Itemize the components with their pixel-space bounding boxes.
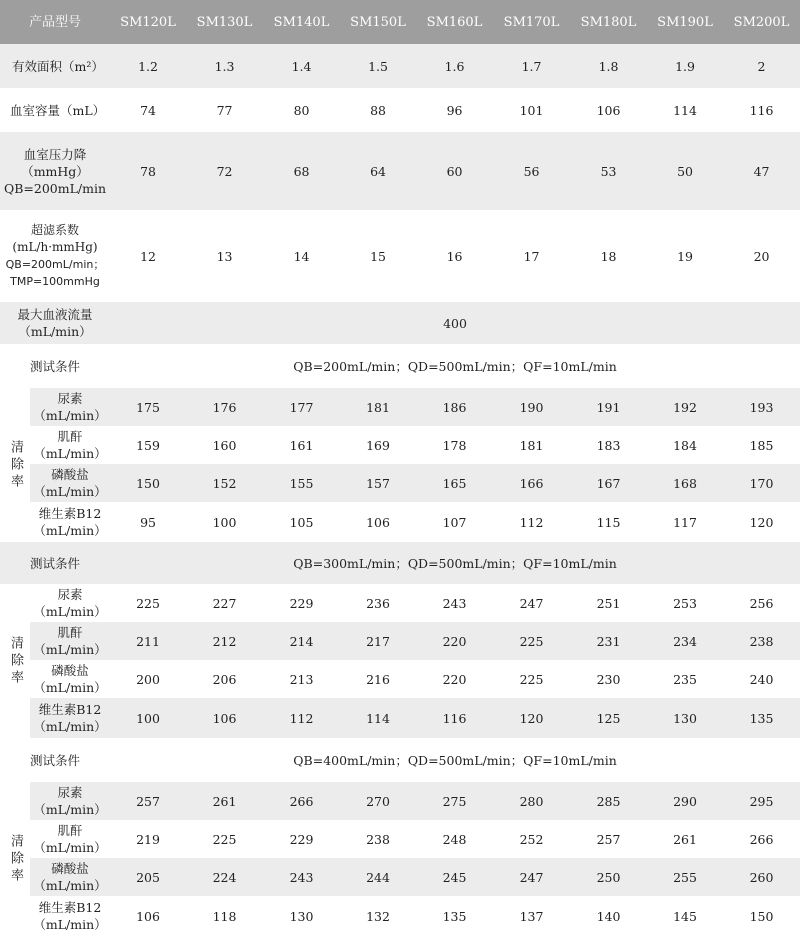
spec-label-line: QB=200mL/min (3, 180, 107, 196)
table-cell: 1.2 (110, 44, 186, 88)
spec-row-volume (0, 88, 800, 132)
table-cell: 165 (416, 464, 493, 502)
table-cell: 225 (493, 660, 570, 698)
table-cell: 120 (723, 502, 800, 542)
table-cell: 266 (263, 782, 340, 820)
table-cell: 72 (186, 132, 263, 210)
table-cell: 1.6 (416, 44, 493, 88)
table-cell: 183 (570, 426, 647, 464)
table-cell: 181 (340, 388, 416, 426)
table-cell: 88 (340, 88, 416, 132)
model-header: SM170L (493, 0, 570, 44)
table-cell: 1.7 (493, 44, 570, 88)
table-cell: 295 (723, 782, 800, 820)
table-cell: 225 (493, 622, 570, 660)
table-cell: 150 (110, 464, 186, 502)
clearance-row (0, 502, 800, 542)
table-cell: 74 (110, 88, 186, 132)
substance-label (30, 896, 110, 936)
table-cell: 116 (723, 88, 800, 132)
condition-row (0, 542, 800, 584)
substance-unit: （mL/min） (33, 523, 107, 538)
max-flow-label (0, 302, 110, 344)
substance-unit: （mL/min） (33, 604, 107, 619)
spec-label-line: 血室容量（mL） (10, 102, 106, 118)
table-cell: 106 (186, 698, 263, 738)
table-cell: 1.8 (570, 44, 647, 88)
table-cell: 184 (647, 426, 723, 464)
table-cell: 238 (723, 622, 800, 660)
table-cell: 56 (493, 132, 570, 210)
table-cell: 220 (416, 660, 493, 698)
table-cell: 255 (647, 858, 723, 896)
model-header: SM200L (723, 0, 800, 44)
substance-label (30, 660, 110, 698)
table-cell: 80 (263, 88, 340, 132)
substance-unit: （mL/min） (33, 680, 107, 695)
table-cell: 205 (110, 858, 186, 896)
substance-label (30, 622, 110, 660)
substance-unit: （mL/min） (33, 840, 107, 855)
table-cell: 234 (647, 622, 723, 660)
table-cell: 100 (110, 698, 186, 738)
table-cell: 120 (493, 698, 570, 738)
table-cell: 206 (186, 660, 263, 698)
spec-label (0, 44, 110, 88)
substance-label (30, 698, 110, 738)
table-cell: 15 (340, 210, 416, 302)
table-cell: 137 (493, 896, 570, 936)
table-cell: 191 (570, 388, 647, 426)
table-cell: 1.4 (263, 44, 340, 88)
spec-row-ultrafiltration (0, 210, 800, 302)
condition-label: 测试条件 (0, 542, 110, 584)
table-cell: 20 (723, 210, 800, 302)
table-cell: 135 (416, 896, 493, 936)
clearance-row (0, 896, 800, 936)
table-cell: 200 (110, 660, 186, 698)
table-cell: 236 (340, 584, 416, 622)
table-cell: 229 (263, 584, 340, 622)
table-cell: 190 (493, 388, 570, 426)
table-cell: 177 (263, 388, 340, 426)
table-cell: 243 (263, 858, 340, 896)
header-title: 产品型号 (0, 0, 110, 44)
substance-label (30, 426, 110, 464)
substance-name: 维生素B12 (38, 506, 102, 521)
substance-label (30, 820, 110, 858)
table-cell: 96 (416, 88, 493, 132)
condition-text: QB=400mL/min；QD=500mL/min；QF=10mL/min (110, 738, 800, 782)
table-cell: 213 (263, 660, 340, 698)
substance-label (30, 502, 110, 542)
substance-name: 尿素 (57, 587, 83, 602)
model-header: SM140L (263, 0, 340, 44)
table-cell: 270 (340, 782, 416, 820)
condition-label: 测试条件 (0, 344, 110, 388)
table-cell: 251 (570, 584, 647, 622)
table-cell: 230 (570, 660, 647, 698)
substance-name: 肌酐 (57, 429, 83, 444)
table-cell: 248 (416, 820, 493, 858)
substance-label (30, 782, 110, 820)
table-cell: 235 (647, 660, 723, 698)
spec-label-line: （mmHg） (21, 163, 89, 179)
table-cell: 175 (110, 388, 186, 426)
table-cell: 161 (263, 426, 340, 464)
table-cell: 2 (723, 44, 800, 88)
substance-unit: （mL/min） (33, 802, 107, 817)
model-header: SM150L (340, 0, 416, 44)
table-cell: 247 (493, 858, 570, 896)
table-cell: 167 (570, 464, 647, 502)
table-cell: 185 (723, 426, 800, 464)
clearance-row (0, 698, 800, 738)
substance-name: 尿素 (57, 391, 83, 406)
substance-unit: （mL/min） (33, 642, 107, 657)
substance-unit: （mL/min） (33, 408, 107, 423)
table-cell: 95 (110, 502, 186, 542)
substance-unit: （mL/min） (33, 917, 107, 932)
table-cell: 159 (110, 426, 186, 464)
table-cell: 243 (416, 584, 493, 622)
table-cell: 212 (186, 622, 263, 660)
table-cell: 1.3 (186, 44, 263, 88)
substance-name: 维生素B12 (38, 900, 102, 915)
table-cell: 107 (416, 502, 493, 542)
table-header-row (0, 0, 800, 44)
clearance-row (0, 584, 800, 622)
substance-name: 磷酸盐 (51, 861, 89, 876)
table-cell: 132 (340, 896, 416, 936)
table-cell: 227 (186, 584, 263, 622)
substance-unit: （mL/min） (33, 446, 107, 461)
spec-label (0, 88, 110, 132)
table-cell: 16 (416, 210, 493, 302)
table-cell: 224 (186, 858, 263, 896)
condition-row (0, 344, 800, 388)
substance-label (30, 858, 110, 896)
clearance-row (0, 660, 800, 698)
table-cell: 252 (493, 820, 570, 858)
table-cell: 125 (570, 698, 647, 738)
spec-label (0, 210, 110, 302)
table-cell: 266 (723, 820, 800, 858)
table-cell: 250 (570, 858, 647, 896)
substance-name: 肌酐 (57, 823, 83, 838)
clearance-group-label: 清除率 (0, 782, 30, 936)
clearance-row (0, 858, 800, 896)
substance-unit: （mL/min） (33, 878, 107, 893)
spec-label-line: （mL/min） (18, 324, 92, 339)
table-cell: 186 (416, 388, 493, 426)
table-cell: 130 (647, 698, 723, 738)
table-cell: 135 (723, 698, 800, 738)
clearance-row (0, 782, 800, 820)
spec-label-line: 有效面积（m²） (12, 58, 104, 74)
table-cell: 112 (263, 698, 340, 738)
table-cell: 19 (647, 210, 723, 302)
table-cell: 152 (186, 464, 263, 502)
table-cell: 60 (416, 132, 493, 210)
table-cell: 106 (570, 88, 647, 132)
table-cell: 257 (110, 782, 186, 820)
table-cell: 231 (570, 622, 647, 660)
table-cell: 1.5 (340, 44, 416, 88)
table-cell: 106 (110, 896, 186, 936)
table-cell: 260 (723, 858, 800, 896)
substance-label (30, 388, 110, 426)
model-header: SM130L (186, 0, 263, 44)
clearance-row (0, 820, 800, 858)
table-cell: 217 (340, 622, 416, 660)
table-cell: 220 (416, 622, 493, 660)
table-cell: 1.9 (647, 44, 723, 88)
table-cell: 176 (186, 388, 263, 426)
table-cell: 247 (493, 584, 570, 622)
table-cell: 100 (186, 502, 263, 542)
table-cell: 50 (647, 132, 723, 210)
substance-unit: （mL/min） (33, 719, 107, 734)
table-cell: 193 (723, 388, 800, 426)
clearance-row (0, 388, 800, 426)
table-cell: 225 (110, 584, 186, 622)
max-flow-value: 400 (110, 302, 800, 344)
model-header: SM180L (570, 0, 647, 44)
spec-row-area (0, 44, 800, 88)
substance-name: 维生素B12 (38, 702, 102, 717)
table-cell: 290 (647, 782, 723, 820)
substance-unit: （mL/min） (33, 484, 107, 499)
table-cell: 157 (340, 464, 416, 502)
table-cell: 117 (647, 502, 723, 542)
table-cell: 145 (647, 896, 723, 936)
spec-label-line: 血室压力降 (23, 146, 87, 162)
table-cell: 261 (186, 782, 263, 820)
table-cell: 275 (416, 782, 493, 820)
table-cell: 170 (723, 464, 800, 502)
table-cell: 169 (340, 426, 416, 464)
table-cell: 17 (493, 210, 570, 302)
table-cell: 13 (186, 210, 263, 302)
table-cell: 219 (110, 820, 186, 858)
table-cell: 285 (570, 782, 647, 820)
spec-label (0, 132, 110, 210)
clearance-group-label: 清除率 (0, 584, 30, 738)
substance-label (30, 464, 110, 502)
table-cell: 214 (263, 622, 340, 660)
table-cell: 168 (647, 464, 723, 502)
condition-label: 测试条件 (0, 738, 110, 782)
table-cell: 64 (340, 132, 416, 210)
table-cell: 112 (493, 502, 570, 542)
table-cell: 78 (110, 132, 186, 210)
table-cell: 114 (340, 698, 416, 738)
model-header: SM160L (416, 0, 493, 44)
table-cell: 114 (647, 88, 723, 132)
table-cell: 178 (416, 426, 493, 464)
table-cell: 211 (110, 622, 186, 660)
table-cell: 280 (493, 782, 570, 820)
table-cell: 150 (723, 896, 800, 936)
table-cell: 105 (263, 502, 340, 542)
table-cell: 160 (186, 426, 263, 464)
table-cell: 181 (493, 426, 570, 464)
table-cell: 256 (723, 584, 800, 622)
table-cell: 115 (570, 502, 647, 542)
table-cell: 192 (647, 388, 723, 426)
table-cell: 261 (647, 820, 723, 858)
condition-row (0, 738, 800, 782)
model-header: SM120L (110, 0, 186, 44)
table-cell: 253 (647, 584, 723, 622)
clearance-row (0, 464, 800, 502)
model-header: SM190L (647, 0, 723, 44)
table-cell: 229 (263, 820, 340, 858)
spec-label-line: TMP=100mmHg (10, 275, 100, 288)
table-cell: 216 (340, 660, 416, 698)
table-cell: 166 (493, 464, 570, 502)
clearance-group-label: 清除率 (0, 388, 30, 542)
table-cell: 140 (570, 896, 647, 936)
table-cell: 77 (186, 88, 263, 132)
table-cell: 47 (723, 132, 800, 210)
table-cell: 18 (570, 210, 647, 302)
table-cell: 12 (110, 210, 186, 302)
substance-name: 磷酸盐 (51, 663, 89, 678)
spec-label-line: QB=200mL/min； (5, 258, 105, 271)
condition-text: QB=200mL/min；QD=500mL/min；QF=10mL/min (110, 344, 800, 388)
max-flow-row (0, 302, 800, 344)
table-cell: 244 (340, 858, 416, 896)
table-cell: 130 (263, 896, 340, 936)
clearance-row (0, 622, 800, 660)
table-cell: 245 (416, 858, 493, 896)
clearance-row (0, 426, 800, 464)
table-cell: 155 (263, 464, 340, 502)
substance-label (30, 584, 110, 622)
condition-text: QB=300mL/min；QD=500mL/min；QF=10mL/min (110, 542, 800, 584)
table-cell: 101 (493, 88, 570, 132)
substance-name: 磷酸盐 (51, 467, 89, 482)
table-cell: 225 (186, 820, 263, 858)
table-cell: 116 (416, 698, 493, 738)
table-cell: 68 (263, 132, 340, 210)
spec-row-pressure-drop (0, 132, 800, 210)
substance-name: 肌酐 (57, 625, 83, 640)
table-cell: 118 (186, 896, 263, 936)
spec-label-line: 超滤系数 (31, 223, 80, 237)
spec-label-line: 最大血液流量 (17, 307, 93, 322)
table-cell: 257 (570, 820, 647, 858)
substance-name: 尿素 (57, 785, 83, 800)
table-cell: 240 (723, 660, 800, 698)
table-cell: 106 (340, 502, 416, 542)
table-cell: 53 (570, 132, 647, 210)
table-cell: 14 (263, 210, 340, 302)
spec-label-line: (mL/h·mmHg) (12, 240, 98, 254)
table-cell: 238 (340, 820, 416, 858)
